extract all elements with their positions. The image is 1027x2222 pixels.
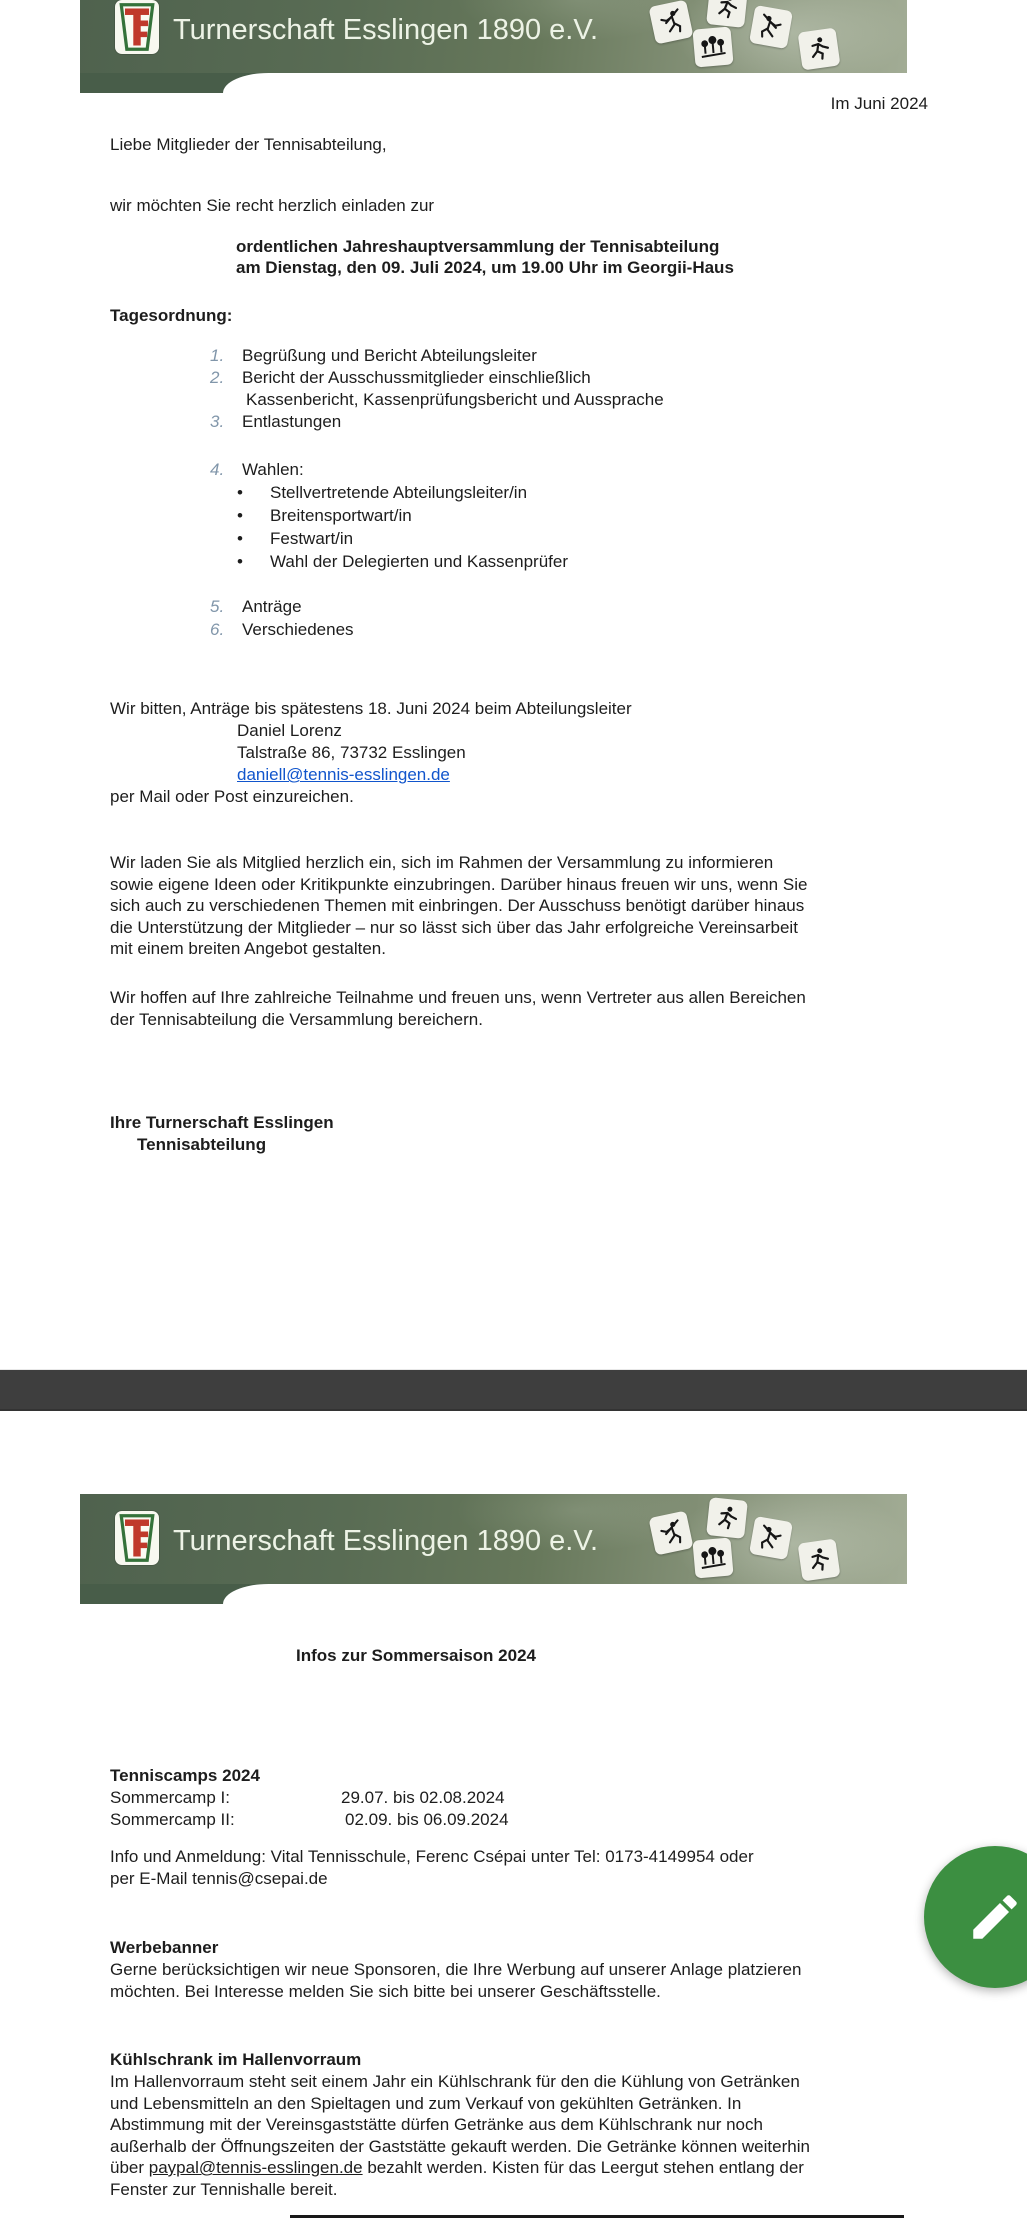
kuehlschrank-line-5 <box>110 2157 804 2179</box>
contact-address: Talstraße 86, 73732 Esslingen <box>237 743 466 762</box>
kuehlschrank-line-3: Abstimmung mit der Vereinsgaststätte dürfen Getränke aus dem Kühlschrank nur noch <box>110 2115 763 2134</box>
agenda-item: Entlastungen <box>242 412 342 431</box>
bullet-marker: • <box>237 483 243 502</box>
te-emblem-icon <box>117 1513 157 1563</box>
sport-pictogram-icon <box>648 0 693 45</box>
kuehlschrank-line-2: und Lebensmitteln an den Spieltagen und zum Verkauf von gekühlten Getränken. In <box>110 2093 742 2113</box>
edit-fab-button[interactable] <box>924 1846 1027 1988</box>
date-line: Im Juni 2024 <box>830 94 928 113</box>
club-logo <box>115 0 159 54</box>
paragraph-line: sowie eigene Ideen oder Kritikpunkte einzubringen. Darüber hinaus freuen wir uns, wenn Sie <box>110 874 808 894</box>
banner-bottom-tab <box>80 73 315 93</box>
invitation-line-1: ordentlichen Jahreshauptversammlung der Tennisabteilung <box>236 237 720 256</box>
salutation: Liebe Mitglieder der Tennisabteilung, <box>110 135 387 154</box>
paragraph-line: Wir laden Sie als Mitglied herzlich ein, sich im Rahmen der Versammlung zu informieren <box>110 853 774 872</box>
paypal-email-link[interactable]: paypal@tennis-esslingen.de <box>148 2158 363 2177</box>
camps-info-line-1: Info und Anmeldung: Vital Tennisschule, Ferenc Csépai unter Tel: 0173-4149954 oder <box>110 1847 754 1866</box>
sport-pictogram-icon <box>706 1497 748 1539</box>
sport-pictogram-icon <box>706 0 748 28</box>
edit-pencil-icon <box>966 1888 1024 1946</box>
agenda-item-number: 2. <box>210 368 225 387</box>
email-link[interactable]: daniell@tennis-esslingen.de <box>237 765 450 784</box>
contact-name: Daniel Lorenz <box>237 721 342 740</box>
camp-row-value: 29.07. bis 02.08.2024 <box>341 1788 505 1807</box>
wahlen-bullet: Festwart/in <box>270 529 354 548</box>
agenda-item-number: 1. <box>210 346 225 365</box>
paragraph-hope <box>110 987 806 1030</box>
intro-line: wir möchten Sie recht herzlich einladen zur <box>110 196 435 215</box>
sport-pictogram-icon <box>798 28 841 71</box>
agenda-item-number: 4. <box>210 460 225 479</box>
club-logo <box>115 1511 159 1565</box>
club-name: Turnerschaft Esslingen 1890 e.V. <box>173 14 599 46</box>
agenda-item: Anträge <box>242 597 302 616</box>
club-header-banner <box>80 0 907 73</box>
camps-heading: Tenniscamps 2024 <box>110 1766 260 1785</box>
agenda-item-number: 6. <box>210 620 225 639</box>
banner-bottom-tab <box>80 1584 315 1604</box>
kuehlschrank-line-6: Fenster zur Tennishalle bereit. <box>110 2179 338 2199</box>
page-separator <box>0 1369 1027 1411</box>
requests-intro: Wir bitten, Anträge bis spätestens 18. Juni 2024 beim Abteilungsleiter <box>110 699 632 718</box>
camp-row-value: 02.09. bis 06.09.2024 <box>345 1810 509 1829</box>
sport-pictogram-icon <box>648 1510 693 1555</box>
camps-info-line-2: per E-Mail tennis@csepai.de <box>110 1869 328 1888</box>
sport-pictogram-icon <box>798 1539 841 1582</box>
page2-title: Infos zur Sommersaison 2024 <box>296 1646 536 1665</box>
requests-outro: per Mail oder Post einzureichen. <box>110 787 354 806</box>
sport-pictogram-icon <box>749 5 793 49</box>
agenda-heading: Tagesordnung: <box>110 306 233 325</box>
bullet-marker: • <box>237 506 243 525</box>
agenda-item-number: 3. <box>210 412 225 431</box>
te-emblem-icon <box>117 2 157 52</box>
agenda-item-continuation: Kassenbericht, Kassenprüfungsbericht und Aussprache <box>246 390 664 409</box>
line-prefix: über <box>110 2158 149 2177</box>
camp-row-label: Sommercamp I: <box>110 1788 230 1807</box>
closing-line-2: Tennisabteilung <box>137 1135 267 1154</box>
wahlen-bullet: Breitensportwart/in <box>270 506 412 525</box>
agenda-item: Begrüßung und Bericht Abteilungsleiter <box>242 346 537 365</box>
werbebanner-line-1: Gerne berücksichtigen wir neue Sponsoren, die Ihre Werbung auf unserer Anlage platzieren <box>110 1960 802 1979</box>
wahlen-bullet: Stellvertretende Abteilungsleiter/in <box>270 483 528 502</box>
werbebanner-line-2: möchten. Bei Interesse melden Sie sich bitte bei unserer Geschäftsstelle. <box>110 1982 661 2001</box>
line-suffix: bezahlt werden. Kisten für das Leergut stehen entlang der <box>362 2158 804 2177</box>
agenda-item: Verschiedenes <box>242 620 354 639</box>
invitation-line-2: am Dienstag, den 09. Juli 2024, um 19.00 Uhr im Georgii-Haus <box>236 258 734 277</box>
club-header-banner <box>80 1494 907 1584</box>
paragraph-line: Wir hoffen auf Ihre zahlreiche Teilnahme und freuen uns, wenn Vertreter aus allen Bereichen <box>110 988 806 1007</box>
club-name: Turnerschaft Esslingen 1890 e.V. <box>173 1525 599 1557</box>
sport-pictogram-icon <box>692 1537 733 1578</box>
werbebanner-heading: Werbebanner <box>110 1938 219 1957</box>
sport-pictogram-icon <box>749 1516 793 1560</box>
kuehlschrank-heading: Kühlschrank im Hallenvorraum <box>110 2050 362 2069</box>
paragraph-line: der Tennisabteilung die Versammlung bereichern. <box>110 1009 483 1029</box>
kuehlschrank-line-4: außerhalb der Öffnungszeiten der Gaststätte gekauft werden. Die Getränke können weiterhin <box>110 2136 810 2156</box>
bullet-marker: • <box>237 529 243 548</box>
paragraph-line: sich auch zu verschiedenen Themen mit einbringen. Der Ausschuss benötigt darüber hinaus <box>110 896 805 915</box>
agenda-item-number: 5. <box>210 597 225 616</box>
wahlen-bullet: Wahl der Delegierten und Kassenprüfer <box>270 552 568 571</box>
kuehlschrank-line-1: Im Hallenvorraum steht seit einem Jahr ein Kühlschrank für den die Kühlung von Getränken <box>110 2072 800 2091</box>
sport-pictogram-icon <box>692 26 733 67</box>
paragraph-line: mit einem breiten Angebot gestalten. <box>110 939 386 958</box>
agenda-item: Bericht der Ausschussmitglieder einschließlich <box>242 368 591 387</box>
paragraph-invite <box>110 852 807 960</box>
agenda-item: Wahlen: <box>242 460 304 479</box>
closing-line-1: Ihre Turnerschaft Esslingen <box>110 1113 334 1132</box>
bullet-marker: • <box>237 552 243 571</box>
paragraph-line: die Unterstützung der Mitglieder – nur so lässt sich über das Jahr erfolgreiche Vereinsarbeit <box>110 917 798 937</box>
table-top-border <box>290 2215 904 2218</box>
camp-row-label: Sommercamp II: <box>110 1810 235 1829</box>
